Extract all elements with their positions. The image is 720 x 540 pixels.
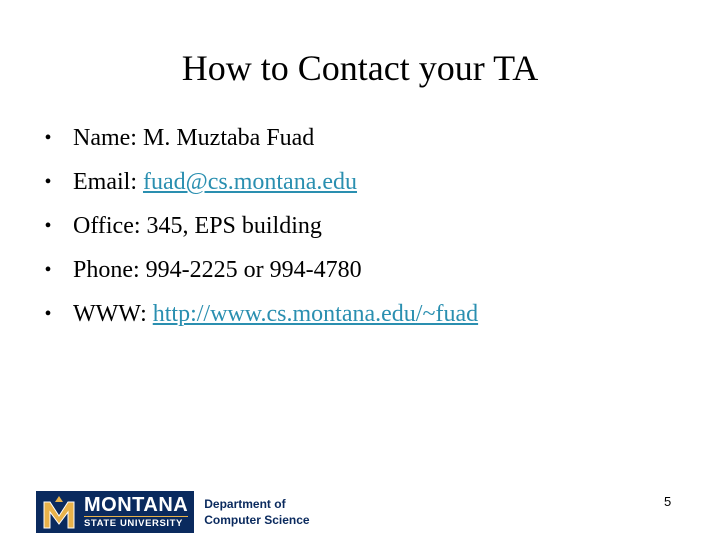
bullet-text	[73, 248, 362, 292]
slide-title: How to Contact your TA	[181, 48, 539, 88]
department-name	[194, 491, 309, 533]
bullet-text	[73, 292, 478, 336]
department-line-2: Computer Science	[204, 513, 310, 527]
logo-name: MONTANA	[84, 494, 189, 516]
logo-subtitle: STATE UNIVERSITY	[84, 516, 188, 530]
bullet-icon: •	[44, 127, 52, 149]
phone-value: 994-2225 or 994-4780	[145, 257, 362, 283]
bullet-text	[73, 116, 314, 160]
msu-logo	[36, 491, 194, 533]
office-value: 345, EPS building	[146, 213, 322, 239]
email-label: Email:	[73, 169, 143, 195]
bullet-text	[73, 160, 357, 204]
website-link[interactable]: http://www.cs.montana.edu/~fuad	[152, 301, 479, 327]
bullet-icon: •	[44, 215, 52, 237]
name-value: M. Muztaba Fuad	[142, 125, 315, 151]
bullet-text	[73, 204, 322, 248]
page-number: 5	[664, 494, 672, 509]
msu-m-logo-icon	[36, 491, 82, 533]
name-label: Name:	[73, 125, 143, 151]
bullet-icon: •	[44, 303, 52, 325]
bullet-icon: •	[44, 259, 52, 281]
phone-label: Phone:	[73, 257, 146, 283]
bullet-icon: •	[44, 171, 52, 193]
logo-text	[82, 491, 194, 533]
www-label: WWW:	[73, 301, 153, 327]
footer-logo	[36, 491, 310, 533]
office-label: Office:	[73, 213, 147, 239]
m-logo-icon	[42, 494, 76, 530]
email-link[interactable]: fuad@cs.montana.edu	[142, 169, 358, 195]
department-line-1: Department of	[204, 497, 286, 511]
